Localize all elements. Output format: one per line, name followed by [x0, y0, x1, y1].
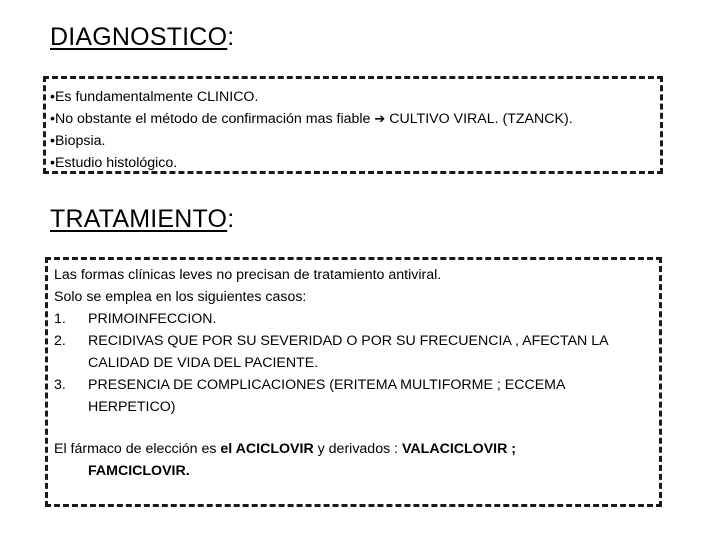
- tratamiento-item-2-cont: CALIDAD DE VIDA DEL PACIENTE.: [88, 355, 319, 371]
- drug-famciclovir: FAMCICLOVIR.: [88, 463, 190, 479]
- tratamiento-heading: [50, 204, 234, 234]
- diagnostico-colon: :: [227, 23, 235, 51]
- diagnostico-title: DIAGNOSTICO: [50, 23, 228, 51]
- tratamiento-item-3: [54, 376, 565, 394]
- drug-aciclovir: el ACICLOVIR: [220, 441, 314, 457]
- diagnostico-bullet-3: •Biopsia.: [50, 133, 106, 149]
- tratamiento-box: [45, 257, 662, 507]
- tratamiento-drug-line: [54, 440, 516, 458]
- diagnostico-bullet-4: •Estudio histológico.: [50, 155, 178, 171]
- diagnostico-bullet-2: [50, 110, 573, 128]
- drug-valaciclovir: VALACICLOVIR ;: [402, 441, 517, 457]
- tratamiento-item-3-cont: HERPETICO): [88, 399, 176, 415]
- item-text: PRIMOINFECCION.: [88, 311, 217, 327]
- diagnostico-bullet-1: •Es fundamentalmente CLINICO.: [50, 89, 259, 105]
- diagnostico-box: [43, 76, 663, 174]
- drug-text-2: y derivados :: [313, 441, 403, 457]
- diagnostico-bullet-2-text: •No obstante el método de confirmación mas fiable: [50, 111, 371, 127]
- item-number: 2.: [54, 333, 66, 349]
- diagnostico-bullet-2-result: CULTIVO VIRAL. (TZANCK).: [389, 111, 573, 127]
- item-number: 3.: [54, 377, 66, 393]
- tratamiento-drug-line-cont: [54, 462, 190, 480]
- tratamiento-item-1: [54, 310, 216, 328]
- tratamiento-intro-1: Las formas clínicas leves no precisan de tratamiento antiviral.: [54, 267, 442, 283]
- item-number: 1.: [54, 311, 66, 327]
- right-arrow-icon: ➔: [374, 111, 386, 126]
- item-text: RECIDIVAS QUE POR SU SEVERIDAD O POR SU FRECUENCIA , AFECTAN LA: [88, 333, 609, 349]
- tratamiento-intro-2: Solo se emplea en los siguientes casos:: [54, 289, 307, 305]
- tratamiento-item-2: [54, 332, 609, 350]
- item-text: PRESENCIA DE COMPLICACIONES (ERITEMA MULTIFORME ; ECCEMA: [88, 377, 566, 393]
- tratamiento-title: TRATAMIENTO: [50, 205, 228, 233]
- drug-text-1: El fármaco de elección es: [54, 441, 221, 457]
- diagnostico-heading: [50, 22, 234, 52]
- tratamiento-colon: :: [227, 205, 235, 233]
